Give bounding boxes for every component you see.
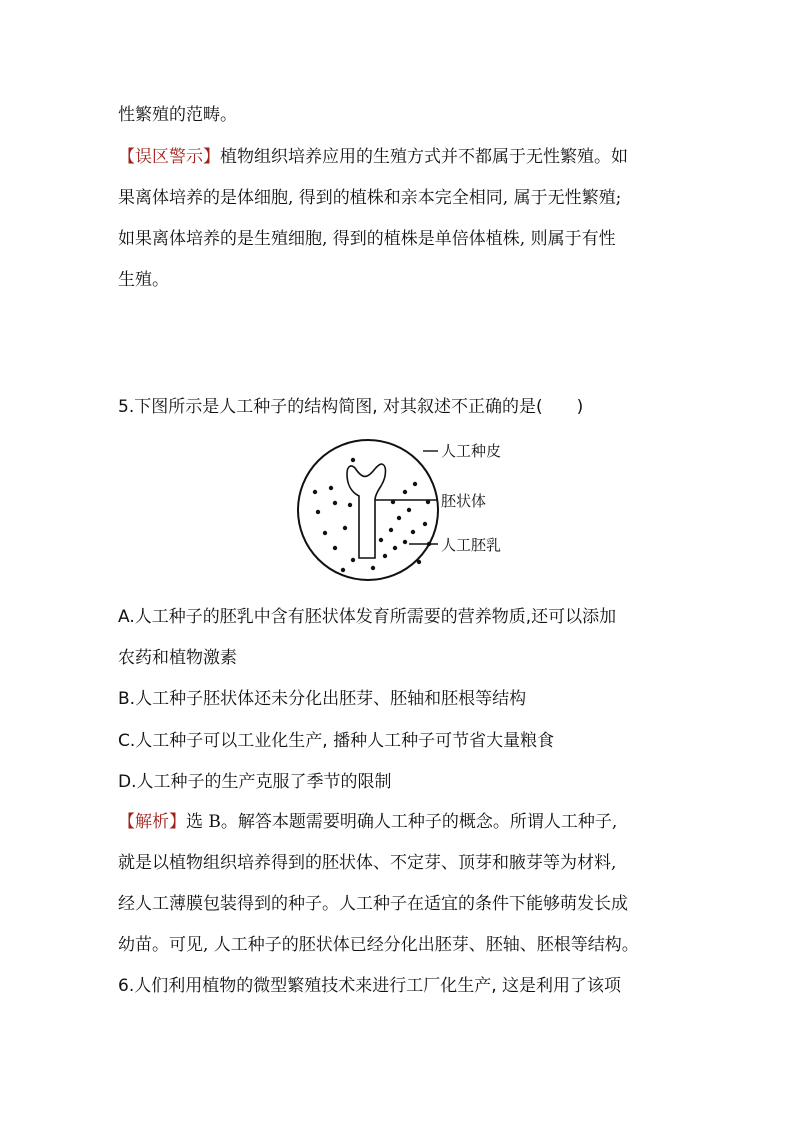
question-6-stem: 6.人们利用植物的微型繁殖技术来进行工厂化生产, 这是利用了该项 <box>118 976 622 996</box>
option-d: D.人工种子的生产克服了季节的限制 <box>118 772 392 792</box>
analysis-line-1-text: 选 B。解答本题需要明确人工种子的概念。所谓人工种子, <box>186 812 618 832</box>
option-a-line-2: 农药和植物激素 <box>118 648 237 668</box>
option-b: B.人工种子胚状体还未分化出胚芽、胚轴和胚根等结构 <box>118 689 527 709</box>
analysis-line-4: 幼苗。可见, 人工种子的胚状体已经分化出胚芽、胚轴、胚根等结构。 <box>118 935 639 955</box>
artificial-seed-diagram <box>295 430 535 590</box>
text-line-continuation: 性繁殖的范畴。 <box>118 105 237 125</box>
analysis-line-3: 经人工薄膜包装得到的种子。人工种子在适宜的条件下能够萌发长成 <box>118 894 628 914</box>
label-embryoid: 胚状体 <box>441 492 487 510</box>
option-c: C.人工种子可以工业化生产, 播种人工种子可节省大量粮食 <box>118 731 555 751</box>
analysis-line-2: 就是以植物组织培养得到的胚状体、不定芽、顶芽和腋芽等为材料, <box>118 853 617 873</box>
warning-paragraph-line-1 <box>118 146 628 168</box>
warning-paragraph-line-3: 如果离体培养的是生殖细胞, 得到的植株是单倍体植株, 则属于有性 <box>118 229 616 249</box>
analysis-line-1 <box>118 811 617 833</box>
analysis-tag: 【解析】 <box>118 812 186 832</box>
warning-paragraph-line-2: 果离体培养的是体细胞, 得到的植株和亲本完全相同, 属于无性繁殖; <box>118 188 622 208</box>
label-endosperm: 人工胚乳 <box>441 536 502 554</box>
warning-tag: 【误区警示】 <box>118 147 220 167</box>
option-a-line-1: A.人工种子的胚乳中含有胚状体发育所需要的营养物质,还可以添加 <box>118 607 617 627</box>
label-seed-coat: 人工种皮 <box>441 442 502 460</box>
warning-paragraph-line-4: 生殖。 <box>118 270 169 290</box>
question-5-stem: 5.下图所示是人工种子的结构简图, 对其叙述不正确的是( ) <box>118 397 584 417</box>
embryoid-shape <box>347 464 386 558</box>
warning-line-1-text: 植物组织培养应用的生殖方式并不都属于无性繁殖。如 <box>220 147 628 167</box>
artificial-seed-svg <box>295 430 535 590</box>
